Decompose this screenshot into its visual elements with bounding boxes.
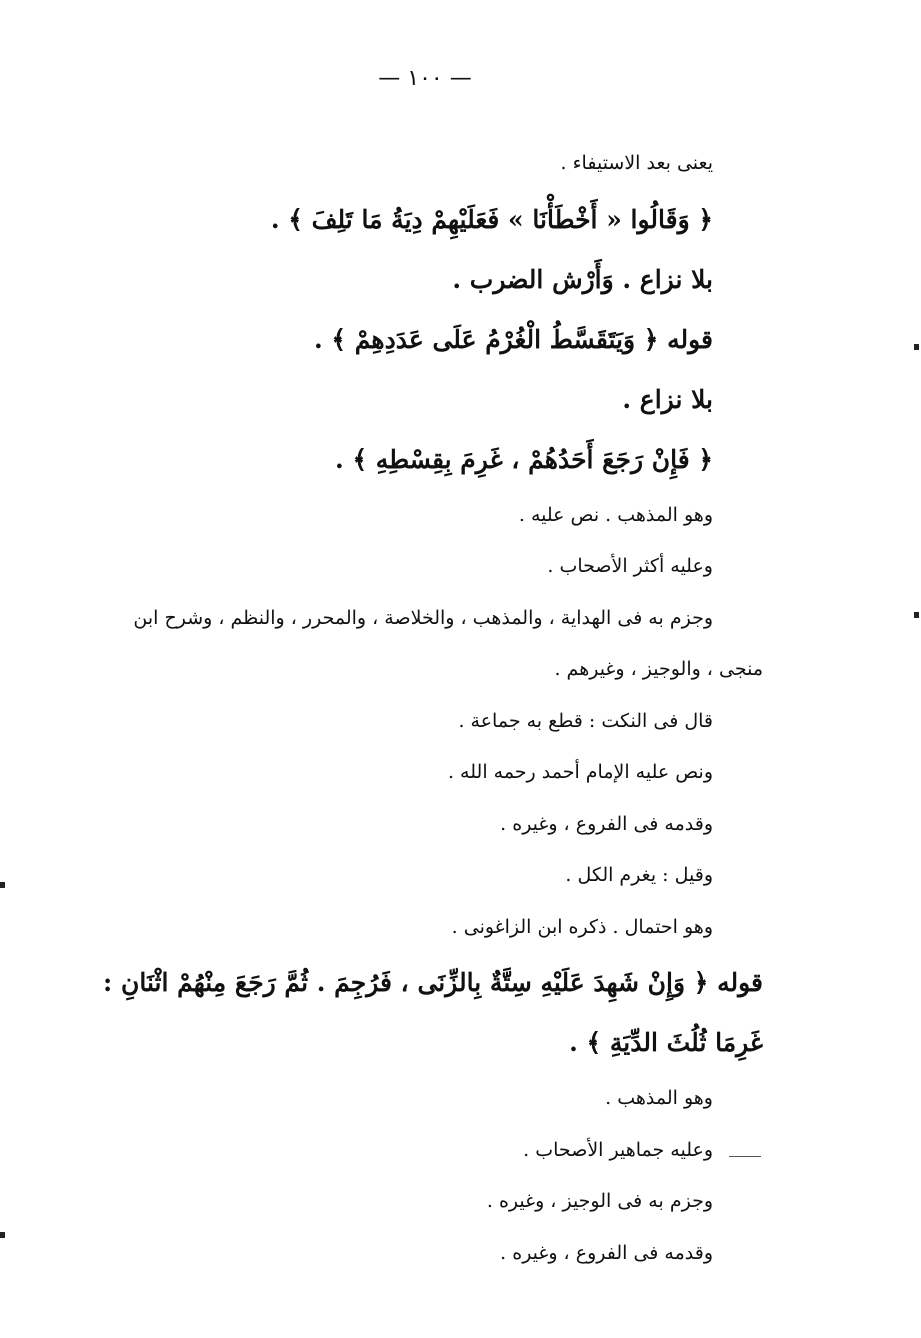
page-body: [103, 138, 763, 1279]
text-line: وجزم به فى الوجيز ، وغيره .: [486, 1190, 713, 1212]
text-line: بلا نزاع . وَأَرْش الضرب .: [452, 264, 713, 294]
text-line: وعليه جماهير الأصحاب .: [523, 1138, 713, 1161]
text-line: وهو احتمال . ذكره ابن الزاغونى .: [451, 915, 713, 938]
text-line: وهو المذهب . نص عليه .: [518, 503, 713, 526]
text-line: وعليه أكثر الأصحاب .: [547, 555, 713, 577]
text-line: بلا نزاع .: [622, 384, 713, 414]
margin-mark: [0, 1232, 5, 1238]
text-line: وقدمه فى الفروع ، وغيره .: [500, 812, 713, 835]
text-line: وقيل : يغرم الكل .: [565, 864, 713, 886]
quote-line: ﴿ فَإِنْ رَجَعَ أَحَدُهُمْ ، غَرِمَ بِقِسْطِهِ ﴾ .: [335, 444, 713, 474]
quote-line: غَرِمَا ثُلُثَ الدِّيَةِ ﴾ .: [569, 1028, 763, 1057]
page-number: — ١٠٠ —: [378, 66, 472, 91]
margin-mark: [0, 882, 5, 888]
separator-rule: [729, 1156, 761, 1157]
margin-mark: [914, 344, 919, 350]
text-line: منجى ، والوجيز ، وغيرهم .: [554, 658, 763, 680]
text-line: وقدمه فى الفروع ، وغيره .: [500, 1241, 713, 1264]
quran-line: ﴿ وَقَالُوا « أَخْطَأْنَا » فَعَلَيْهِمْ دِيَةُ مَا تَلِفَ ﴾ .: [270, 204, 713, 234]
text-line: ونص عليه الإمام أحمد رحمه الله .: [447, 761, 713, 783]
margin-mark: [914, 612, 919, 618]
quote-line: قوله ﴿ وَيَتَقَسَّطُ الْغُرْمُ عَلَى عَدَدِهِمْ ﴾ .: [314, 324, 713, 354]
quote-line: قوله ﴿ وَإِنْ شَهِدَ عَلَيْهِ سِتَّةٌ بِالزِّنَى ، فَرُجِمَ . ثُمَّ رَجَعَ مِنْهُمْ اثْنَانِ :: [103, 968, 763, 997]
text-line: وهو المذهب .: [605, 1087, 713, 1109]
text-line: قال فى النكت : قطع به جماعة .: [458, 709, 713, 732]
text-line: يعنى بعد الاستيفاء .: [560, 152, 713, 174]
text-line: وجزم به فى الهداية ، والمذهب ، والخلاصة ، والمحرر ، والنظم ، وشرح ابن: [133, 606, 713, 629]
